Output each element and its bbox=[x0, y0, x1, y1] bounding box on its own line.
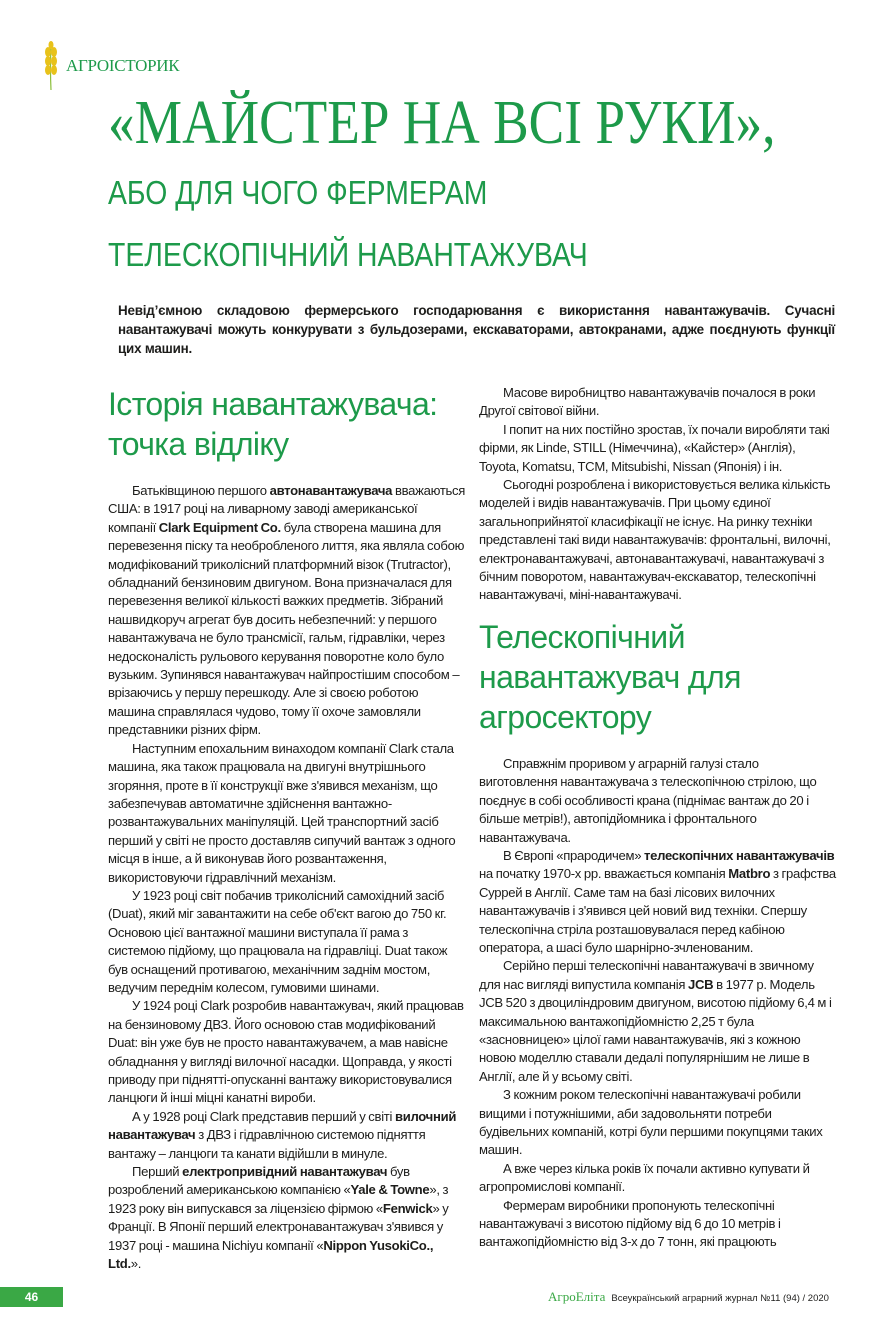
paragraph bbox=[479, 421, 838, 476]
bold-text: JCB bbox=[687, 976, 714, 992]
text-run: Фермерам виробники пропонують телескопічні навантажувачі з висотою підйому від 6 до 10 метрів і вантажопідйомністю від 3-х до 7 тонн, які працюють bbox=[479, 1197, 781, 1250]
text-run: Перший bbox=[132, 1164, 183, 1180]
text-run: » у Франції. В Японії перший електронавантажувач з'явився у 1937 році - машина Nichiyu компанії « bbox=[108, 1200, 449, 1253]
paragraph bbox=[108, 482, 467, 740]
rubric bbox=[40, 40, 179, 92]
text-run: », з 1923 року він випускався за ліцензією фірмою « bbox=[108, 1182, 449, 1216]
page-number: 46 bbox=[0, 1287, 63, 1307]
journal-logo: АгроЕліта bbox=[548, 1289, 606, 1305]
paragraph bbox=[479, 1160, 838, 1197]
article-columns bbox=[108, 384, 838, 1273]
text-run: У 1923 році світ побачив триколісний самохідний засіб (Duat), який міг завантажити на себе об'єкт вагою до 750 кг. Основою цієї вантажної машини виступала її рама з системою підйому, що працювала на гідравліці. Duat також був оснащений противагою, механічним заднім мостом, ведучим переднім колесом, гумовими шинами. bbox=[108, 887, 448, 995]
lede-paragraph: Невід’ємною складовою фермерського господарювання є використання навантажувачів. Сучасні навантажувачі можуть конкурувати з бульдозерами, екскаваторами, автокранами, адже поєднують функції цих машин. bbox=[118, 303, 835, 356]
article-title: «МАЙСТЕР НА ВСІ РУКИ», bbox=[108, 89, 776, 157]
paragraph bbox=[479, 957, 838, 1086]
text-run: Серійно перші телескопічні навантажувачі в звичному для нас вигляді випустила компанія bbox=[479, 958, 814, 992]
section-body-history bbox=[108, 482, 467, 1273]
section-heading-telescopic: Телескопічний навантажувач для агросектору bbox=[479, 618, 741, 735]
bold-text: вилочний навантажувач bbox=[108, 1108, 457, 1143]
bold-text: Yale & Towne bbox=[350, 1182, 430, 1198]
bold-text: телескопічних навантажувачів bbox=[644, 847, 835, 863]
paragraph bbox=[479, 476, 838, 605]
paragraph bbox=[108, 997, 467, 1107]
bold-text: Fenwick bbox=[382, 1200, 433, 1216]
text-run: на початку 1970-х рр. вважається компанія bbox=[479, 866, 729, 882]
bold-text: Matbro bbox=[728, 866, 771, 882]
footer bbox=[548, 1289, 829, 1305]
paragraph bbox=[479, 755, 838, 847]
text-run: вважаються США: в 1917 році на ливарному заводі американської компанії bbox=[108, 483, 466, 535]
footer-bar bbox=[0, 1287, 892, 1307]
section-body-history-continued bbox=[479, 384, 838, 605]
paragraph bbox=[108, 1108, 467, 1163]
paragraph bbox=[108, 887, 467, 997]
bold-text: Clark Equipment Co. bbox=[158, 519, 281, 535]
text-run: В Європі «прародичем» bbox=[503, 847, 645, 863]
paragraph bbox=[108, 1163, 467, 1273]
bold-text: електропривідний навантажувач bbox=[182, 1164, 388, 1180]
text-run: А вже через кілька років їх почали активно купувати й агропромислові компанії. bbox=[479, 1160, 810, 1195]
article-subtitle-line-2: ТЕЛЕСКОПІЧНИЙ НАВАНТАЖУВАЧ bbox=[108, 236, 588, 273]
journal-info: Всеукраїнський аграрний журнал №11 (94) / 2020 bbox=[611, 1293, 829, 1305]
bold-text: автонавантажувача bbox=[269, 483, 393, 498]
wheat-ear-icon bbox=[40, 40, 62, 92]
right-column bbox=[479, 384, 838, 1252]
text-run: Наступним епохальним винаходом компанії Clark стала машина, яка також працювала на двигуні внутрішнього згоряння, проте в її конструкції вже з'явився механізм, що забезпечував автоматичне здійснення вантажно-розвантажувальних маніпуляцій. Цей транспортний засіб перший у світі не просто доставляв сипучий вантаж з одного місця в інше, а й виконував його розвантаження, використовуючи гідравлічний механізм. bbox=[108, 740, 456, 885]
paragraph bbox=[479, 384, 838, 421]
text-run: з ДВЗ і гідравлічною системою підняття вантажу – ланцюги та канати відійшли в минуле. bbox=[108, 1127, 426, 1161]
text-run: З кожним роком телескопічні навантажувачі робили вищими і потужнішими, аби задовольняти потреби будівельних компаній, котрі були першими покупцями таких машин. bbox=[479, 1087, 823, 1158]
rubric-label: АГРОІСТОРИК bbox=[66, 56, 180, 75]
bold-text: Nippon YusokiCo., Ltd. bbox=[108, 1237, 434, 1272]
paragraph bbox=[479, 847, 838, 957]
text-run: ». bbox=[130, 1256, 142, 1272]
section-body-telescopic bbox=[479, 755, 838, 1252]
text-run: І попит на них постійно зростав, їх почали виробляти такі фірми, як Linde, STILL (Німеччина), «Кайстер» (Англія), Toyota, Komatsu, TCM, Mitsubishi, Nissan (Японія) і ін. bbox=[479, 421, 830, 474]
text-run: Справжнім проривом у аграрній галузі стало виготовлення навантажувача з телескопічною стрілою, що поєднує в собі особливості крана (піднімає вантаж до 20 і більше метрів!), автопідйомника і фронтального навантажувача. bbox=[479, 755, 817, 845]
paragraph bbox=[479, 1086, 838, 1160]
text-run: Батьківщиною першого bbox=[132, 483, 270, 498]
text-run: Сьогодні розроблена і використовується велика кількість моделей і видів навантажувачів. При цьому єдиної загальноприйнятої класифікації не існує. На ринку техніки представлені такі види навантажувачів: фронтальні, вилочні, електронавантажувачі, автонавантажувачі, навантажувачі з бічним поворотом, навантажувач-екскаватор, телескопічні навантажувачі, міні-навантажувачі. bbox=[479, 477, 831, 603]
text-run: в 1977 р. Модель JCB 520 з двоциліндровим двигуном, висотою підйому 6,4 м і максимальною вантажопідйомністю 2,25 т була «засновницею» цілої гами навантажувачів, які з кожною новою моделлю ставали дедалі популярнішим не лише в Англії, але й у всьому світі. bbox=[479, 976, 832, 1084]
article-header bbox=[0, 0, 892, 298]
text-run: з графства Суррей в Англії. Саме там на базі лісових вилочних навантажувачів і з'явився цей новий вид техніки. Спершу телескопічна стріла розташовувалася перед кабіною оператора, а шасі було шарнірно-зчленованим. bbox=[479, 866, 836, 955]
article-subtitle-line-1: АБО ДЛЯ ЧОГО ФЕРМЕРАМ bbox=[108, 174, 488, 211]
text-run: А у 1928 році Clark представив перший у світі bbox=[132, 1108, 395, 1124]
paragraph bbox=[108, 740, 467, 887]
text-run: Масове виробництво навантажувачів почалося в роки Другої світової війни. bbox=[479, 385, 816, 419]
text-run: була створена машина для перевезення піску та необробленого лиття, яка являла собою модифікований триколісний платформний візок (Trutractor), обладнаний бензиновим двигуном. Вона призначалася для перевезення великої кількості важких предметів. Зібраний нашвидкоруч агрегат був досить небезпечний: у першого навантажувача не було трансмісії, гальм, гідравліки, через недосконалість рульового керування поворотне коло було вузьким. Зупинявся навантажувач найпростішим способом – врізаючись у першу перешкоду. Але зі своєю роботою машина справлялася чудово, тому її охоче замовляли представники різних фірм. bbox=[108, 519, 465, 738]
text-run: У 1924 році Clark розробив навантажувач, який працював на бензиновому ДВЗ. Його основою став модифікований Duat: він уже був не просто навантажувачем, а мав навісне обладнання у вигляді вилочної насадки. Щоправда, у якості приводу при піднятті-опусканні вантажу використовувалися ланцюги й інші міцні канатні вироби. bbox=[108, 998, 464, 1106]
paragraph bbox=[479, 1197, 838, 1252]
section-heading-history: Історія навантажувача: точка відліку bbox=[108, 386, 438, 462]
text-run: був розроблений американською компанією « bbox=[108, 1164, 410, 1198]
left-column bbox=[108, 384, 467, 1273]
